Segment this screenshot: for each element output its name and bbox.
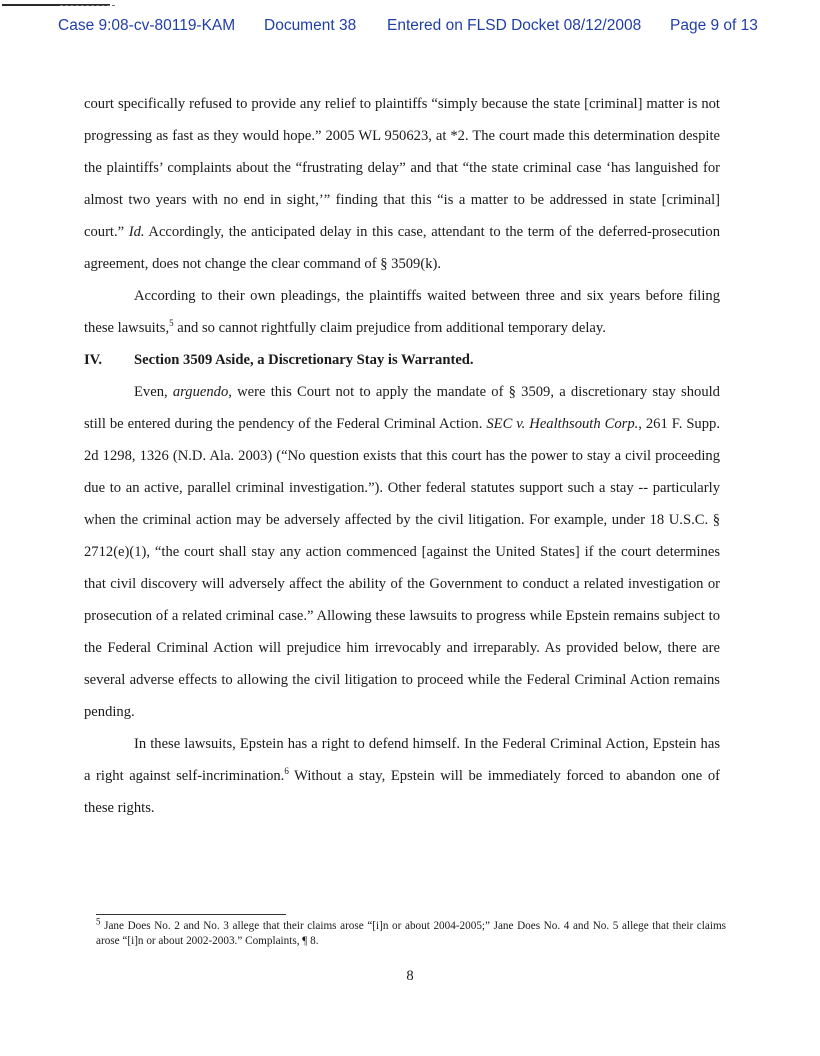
section-heading	[84, 344, 720, 376]
footnote-divider	[96, 914, 286, 915]
paragraph-2-text-a: According to their own pleadings, the plaintiffs waited between three and six years before filing these lawsuits,	[84, 288, 720, 336]
footnote-ref-5: 5	[169, 318, 174, 329]
paragraph-3-text-a: Even,	[134, 384, 173, 400]
paragraph-3	[84, 376, 720, 728]
paragraph-1	[84, 88, 720, 280]
paragraph-4	[84, 728, 720, 824]
paragraph-3-text-c: , 261 F. Supp. 2d 1298, 1326 (N.D. Ala. 2003) (“No question exists that this court has the power to stay a civil proceeding due to an active, parallel criminal investigation.”). Other federal statutes support such a stay -- particularly when the criminal action may be adversely affected by the civil litigation. For example, under 18 U.S.C. § 2712(e)(1), “the court shall stay any action commenced [against the United States] if the court determines that civil discovery will adversely affect the ability of the Government to conduct a related investigation or prosecution of a related criminal case.” Allowing these lawsuits to progress while Epstein remains subject to the Federal Criminal Action will prejudice him irrevocably and irreparably. As provided below, there are several adverse effects to allowing the civil litigation to proceed while the Federal Criminal Action remains pending.	[84, 416, 720, 720]
paragraph-3-arguendo: arguendo	[172, 384, 229, 400]
body-text	[84, 88, 720, 824]
header-case-number: Case 9:08-cv-80119-KAM	[58, 17, 236, 34]
paragraph-2-text-b: and so cannot rightfully claim prejudice from additional temporary delay.	[173, 320, 606, 336]
header-document-number: Document 38	[264, 17, 357, 34]
footnote-5-marker: 5	[96, 916, 101, 927]
paragraph-1-text-b: Accordingly, the anticipated delay in this case, attendant to the term of the deferred-prosecution agreement, does not change the clear command of § 3509(k).	[84, 224, 720, 272]
paragraph-2	[84, 280, 720, 344]
footnote-5	[96, 916, 726, 949]
footnote-ref-6: 6	[284, 766, 289, 777]
footnote-5-text: Jane Does No. 2 and No. 3 allege that their claims arose “[i]n or about 2004-2005;” Jane Does No. 4 and No. 5 allege that their claims arose “[i]n or about 2002-2003.” Complaints, ¶ 8.	[96, 920, 726, 947]
paragraph-3-case-name: SEC v. Healthsouth Corp.	[486, 416, 639, 432]
paragraph-4-text-a: In these lawsuits, Epstein has a right to defend himself. In the Federal Criminal Action, Epstein has a right against self-incrimination.	[84, 736, 720, 784]
paragraph-1-citation-id: Id.	[128, 224, 145, 240]
paragraph-4-text-b: Without a stay, Epstein will be immediately forced to abandon one of these rights.	[84, 768, 721, 816]
header-entered-date: Entered on FLSD Docket 08/12/2008	[387, 17, 642, 34]
paragraph-1-text-a: court specifically refused to provide any relief to plaintiffs “simply because the state [criminal] matter is not progressing as fast as they would hope.” 2005 WL 950623, at *2. The court made this determination despite the plaintiffs’ complaints about the “frustrating delay” and that “the state criminal case ‘has languished for almost two years with no end in sight,’” finding that this “is a matter to be addressed in state [criminal] court.”	[84, 96, 720, 240]
page-number: 8	[406, 968, 414, 984]
paragraph-3-text-b: , were this Court not to apply the mandate of § 3509, a discretionary stay should still be entered during the pendency of the Federal Criminal Action.	[84, 384, 720, 432]
section-heading-title: Section 3509 Aside, a Discretionary Stay is Warranted.	[134, 352, 474, 368]
section-heading-number: IV.	[84, 352, 102, 368]
scan-artifact-dash	[60, 5, 115, 6]
header-page-count: Page 9 of 13	[670, 17, 758, 34]
